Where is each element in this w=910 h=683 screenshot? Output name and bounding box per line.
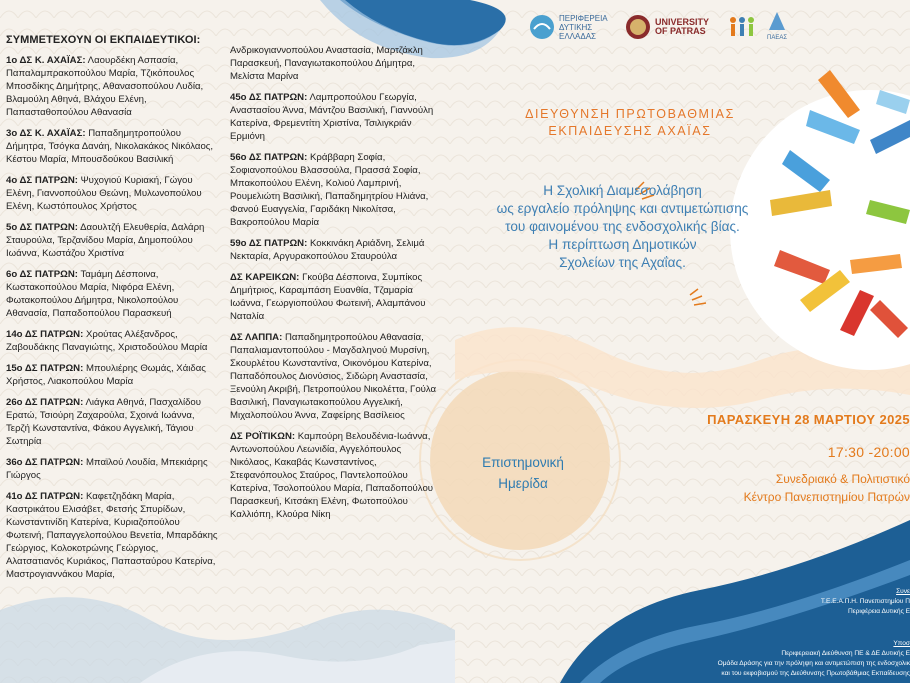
participant-entry xyxy=(230,237,444,263)
subtitle-line-2: ως εργαλείο πρόληψης και αντιμετώπισης xyxy=(496,201,749,216)
participant-entry xyxy=(6,362,218,388)
subtitle-line-1: Η Σχολική Διαμεσολάβηση xyxy=(543,183,702,198)
school-name: ΔΣ ΡΟΪΤΙΚΩΝ: xyxy=(230,431,296,442)
teacher-names: Χρούτας Αλέξανδρος, Ζαβουδάκης Παναγιώτης, Χριστοδούλου Μαρία xyxy=(6,329,208,353)
school-name: ΔΣ ΛΑΠΠΑ: xyxy=(230,332,283,343)
subtitle-line-4: Η περίπτωση Δημοτικών xyxy=(548,237,697,252)
footer-line-5: και του εκφοβισμού της Διεύθυνσης Πρωτοβάθμιας Εκπαίδευσης xyxy=(721,670,910,677)
venue-line-2: Κέντρο Πανεπιστημίου Πατρών xyxy=(743,490,910,504)
participant-entry xyxy=(230,331,444,422)
footer-line-2: Περιφέρεια Δυτικής Ε xyxy=(847,608,910,615)
footer-line-4: Ομάδα Δράσης για την πρόληψη και αντιμετώπιση της ενδοσχολικ xyxy=(717,660,910,667)
teacher-names: Γκούβα Δέσποινα, Συμπίκος Δημήτριος, Καραμπάση Ευανθία, Τζαμαρία Ιωάννα, Γεωργιοπούλου Φωτεινή, Αλαμπάνου Ναταλία xyxy=(230,272,426,322)
footer-label-1: Συνε xyxy=(896,588,910,595)
event-date: ΠΑΡΑΣΚΕΥΗ 28 ΜΑΡΤΙΟΥ 2025 xyxy=(707,412,910,427)
participant-entry xyxy=(6,456,218,482)
participant-entry xyxy=(6,490,218,581)
participant-entry xyxy=(6,174,218,213)
footer-line-1: Τ.Ε.Ε.Α.Π.Η. Πανεπιστημίου Π xyxy=(820,598,910,605)
teacher-names: Ανδρικογιαννοπούλου Αναστασία, Μαρτζάκλη Παρασκευή, Παναγιωτακοπούλου Δήμητρα, Μελίστα Μαρίνα xyxy=(230,45,423,82)
participant-entry xyxy=(230,271,444,323)
school-name: 15ο ΔΣ ΠΑΤΡΩΝ: xyxy=(6,363,84,374)
children-logo xyxy=(727,14,757,40)
event-subtitle xyxy=(455,182,790,272)
participants-column-2 xyxy=(230,44,444,529)
participant-entry xyxy=(230,151,444,229)
subtitle-line-5: Σχολείων της Αχαΐας. xyxy=(559,255,686,270)
event-venue xyxy=(650,470,910,506)
teacher-names: Καμπούρη Βελουδένια-Ιωάννα, Αντωνοπούλου Λεωνιδία, Αγγελόπουλος Νικόλαος, Κακαβάς Κωνσταντίνος, Στεφανόπουλος Σταύρος, Παντελοπούλου Κατερίνα, Τσολοπούλου Μαρία, Παπαδοπούλου Παρασκευή, Κιτσάκη Ελένη, Φωτοπούλου Καλλιόπη, Κλούρα Νίκη xyxy=(230,431,434,520)
directorate-title xyxy=(485,106,775,140)
venue-line-1: Συνεδριακό & Πολιτιστικό xyxy=(775,472,910,486)
teacher-names: Παπαδημητροπούλου Αθανασία, Παπαλιαμαντοπούλου - Μαγδαληνού Μυρσίνη, Σκουρλέτου Κωνσταντίνα, Οικονόμου Κατερίνα, Παπαδόπουλος Διονύσιος, Σιδώρη Αναστασία, Ξενούλη Ακριβή, Πετροπούλου Νικολέττα, Γούλα Βασιλική, Παναγιωτακοπούλου Αγγελική, Μιχαλοπούλου Άννα, Ζαφείρης Βασίλειος xyxy=(230,332,437,421)
school-name: ΔΣ ΚΑΡΕΙΚΩΝ: xyxy=(230,272,300,283)
school-name: 5ο ΔΣ ΠΑΤΡΩΝ: xyxy=(6,222,78,233)
teacher-names: Λαουρδέκη Ασπασία, Παπαλαμπρακοπούλου Μαρία, Τζικόπουλος Μποσδίκης Δημήτρης, Αθανασοπούλου Λυδία, Βλαμούλη Αθηνά, Βλάχου Ελένη, Παπασταθοπούλου Αθανασία xyxy=(6,55,204,118)
paeap-logo-text: ΠΑΕΑΣ xyxy=(767,34,788,41)
university-logo xyxy=(625,14,717,40)
school-name: 41ο ΔΣ ΠΑΤΡΩΝ: xyxy=(6,491,84,502)
paeap-emblem-icon xyxy=(769,12,785,30)
school-name: 36ο ΔΣ ΠΑΤΡΩΝ: xyxy=(6,457,84,468)
participant-entry xyxy=(230,44,444,83)
participant-entry xyxy=(230,430,444,521)
footer-label-2: Υποσ xyxy=(893,640,910,647)
region-logo-text: ΠΕΡΙΦΕΡΕΙΑ ΔΥΤΙΚΗΣ ΕΛΛΑΔΑΣ xyxy=(559,13,608,41)
event-panel xyxy=(455,0,910,683)
participants-heading: ΣΥΜΜΕΤΕΧΟΥΝ ΟΙ ΕΚΠΑΙΔΕΥΤΙΚΟΙ: xyxy=(6,34,201,46)
teacher-names: Καφετζηδάκη Μαρία, Καστρικάτου Ελισάβετ, Φετσής Σπυρίδων, Κωνσταντινίδη Κατερίνα, Κυριαζοπούλου Φωτεινή, Παπαγγελοπούλου Βενετία, Μπαρδάκης Γεώργιος, Κολοκοτρώνης Γεώργιος, Αλατσατιανός Κυριάκος, Παπασταύρου Κατερίνα, Μαστρογιαννάκου Μαρία, xyxy=(6,491,218,580)
school-name: 45ο ΔΣ ΠΑΤΡΩΝ: xyxy=(230,92,308,103)
teacher-names: Παπαδημητροπούλου Δήμητρα, Τσόγκα Δανάη, Νικολακάκος Νικόλαος, Κέστου Μαρία, Μπουσδούκου Βασιλική xyxy=(6,128,214,165)
teacher-names: Ταμάμη Δέσποινα, Κωστακοπούλου Μαρία, Νιφόρα Ελένη, Φωτακοπούλου Δήμητρα, Νικολοπούλου Αθανασία, Παπαδοπούλου Παρασκευή xyxy=(6,269,179,319)
participant-entry xyxy=(6,328,218,354)
participant-entry xyxy=(6,268,218,320)
participants-column-1 xyxy=(6,54,218,589)
children-figures-icon xyxy=(727,14,757,40)
participant-entry xyxy=(6,54,218,119)
school-name: 59ο ΔΣ ΠΑΤΡΩΝ: xyxy=(230,238,308,249)
teacher-names: Ψυχογιού Κυριακή, Γώγου Ελένη, Γιαννοπούλου Θεώνη, Μυλωνοπούλου Ελένη, Κωστόπουλος Χρήστος xyxy=(6,175,202,212)
participant-entry xyxy=(230,91,444,143)
event-type-line-1: Επιστημονική xyxy=(482,455,564,470)
teacher-names: Μπαϊλού Λουδία, Μπεκιάρης Γιώργος xyxy=(6,457,208,481)
teacher-names: Λιάγκα Αθηνά, Πασχαλίδου Ερατώ, Τσιούρη Ζαχαρούλα, Σχοινά Ιωάννα, Τερζή Κωνσταντίνα, Φάκου Αγγελική, Τάγιου Σωτηρία xyxy=(6,397,201,447)
school-name: 1ο ΔΣ Κ. ΑΧΑΪΑΣ: xyxy=(6,55,86,66)
event-type-line-2: Ημερίδα xyxy=(498,476,548,491)
logos-row xyxy=(529,10,787,44)
school-name: 6ο ΔΣ ΠΑΤΡΩΝ: xyxy=(6,269,78,280)
region-emblem-icon xyxy=(529,14,555,40)
school-name: 14ο ΔΣ ΠΑΤΡΩΝ: xyxy=(6,329,84,340)
university-seal-icon xyxy=(625,14,651,40)
teacher-names: Δαουλτζή Ελευθερία, Δαλάρη Σταυρούλα, Τερζανίδου Μαρία, Δημοπούλου Ιωάννα, Κωστάζου Χριστίνα xyxy=(6,222,205,259)
participant-entry xyxy=(6,396,218,448)
participant-entry xyxy=(6,221,218,260)
directorate-line-2: ΕΚΠΑΙΔΕΥΣΗΣ ΑΧΑΪΑΣ xyxy=(548,124,712,138)
paeap-logo xyxy=(767,12,787,43)
participant-entry xyxy=(6,127,218,166)
event-type xyxy=(463,452,583,494)
school-name: 3ο ΔΣ Κ. ΑΧΑΪΑΣ: xyxy=(6,128,86,139)
teacher-names: Κοκκινάκη Αριάδνη, Σελιμά Νεκταρία, Αργυρακοπούλου Σταυρούλα xyxy=(230,238,425,262)
university-logo-text: UNIVERSITY OF PATRAS xyxy=(655,17,709,36)
event-time: 17:30 -20:00 xyxy=(827,444,910,460)
school-name: 4ο ΔΣ ΠΑΤΡΩΝ: xyxy=(6,175,78,186)
school-name: 26ο ΔΣ ΠΑΤΡΩΝ: xyxy=(6,397,84,408)
footer-line-3: Περιφερειακή Διεύθυνση ΠΕ & ΔΕ Δυτικής Ε xyxy=(781,650,910,657)
teacher-names: Κράββαρη Σοφία, Σοφιανοπούλου Βλασσούλα, Πρασσά Σοφία, Μπακοπούλου Ελένη, Κολιού Λαμπρινή, Ρουμελιώτη Βασιλική, Παπαδημητρίου Ηλιάνα, Φανού Ευαγγελία, Γαριδάκη Νικολίτσα, Βακροπούλου Μαρία xyxy=(230,152,429,228)
subtitle-line-3: του φαινομένου της ενδοσχολικής βίας. xyxy=(505,219,740,234)
region-logo xyxy=(529,14,615,41)
directorate-line-1: ΔΙΕΥΘΥΝΣΗ ΠΡΩΤΟΒΑΘΜΙΑΣ xyxy=(525,107,735,121)
teacher-names: Μπουλιέρης Θωμάς, Χάιδας Χρήστος, Λιακοπούλου Μαρία xyxy=(6,363,206,387)
teacher-names: Λαμπροπούλου Γεωργία, Αναστασίου Άννα, Μάντζου Βασιλική, Γιαννούλη Κατερίνα, Φρεμεντίτη Χριστίνα, Τσιλιγκριάν Ερμιόνη xyxy=(230,92,434,142)
organizers-footer xyxy=(580,587,910,679)
school-name: 56ο ΔΣ ΠΑΤΡΩΝ: xyxy=(230,152,308,163)
